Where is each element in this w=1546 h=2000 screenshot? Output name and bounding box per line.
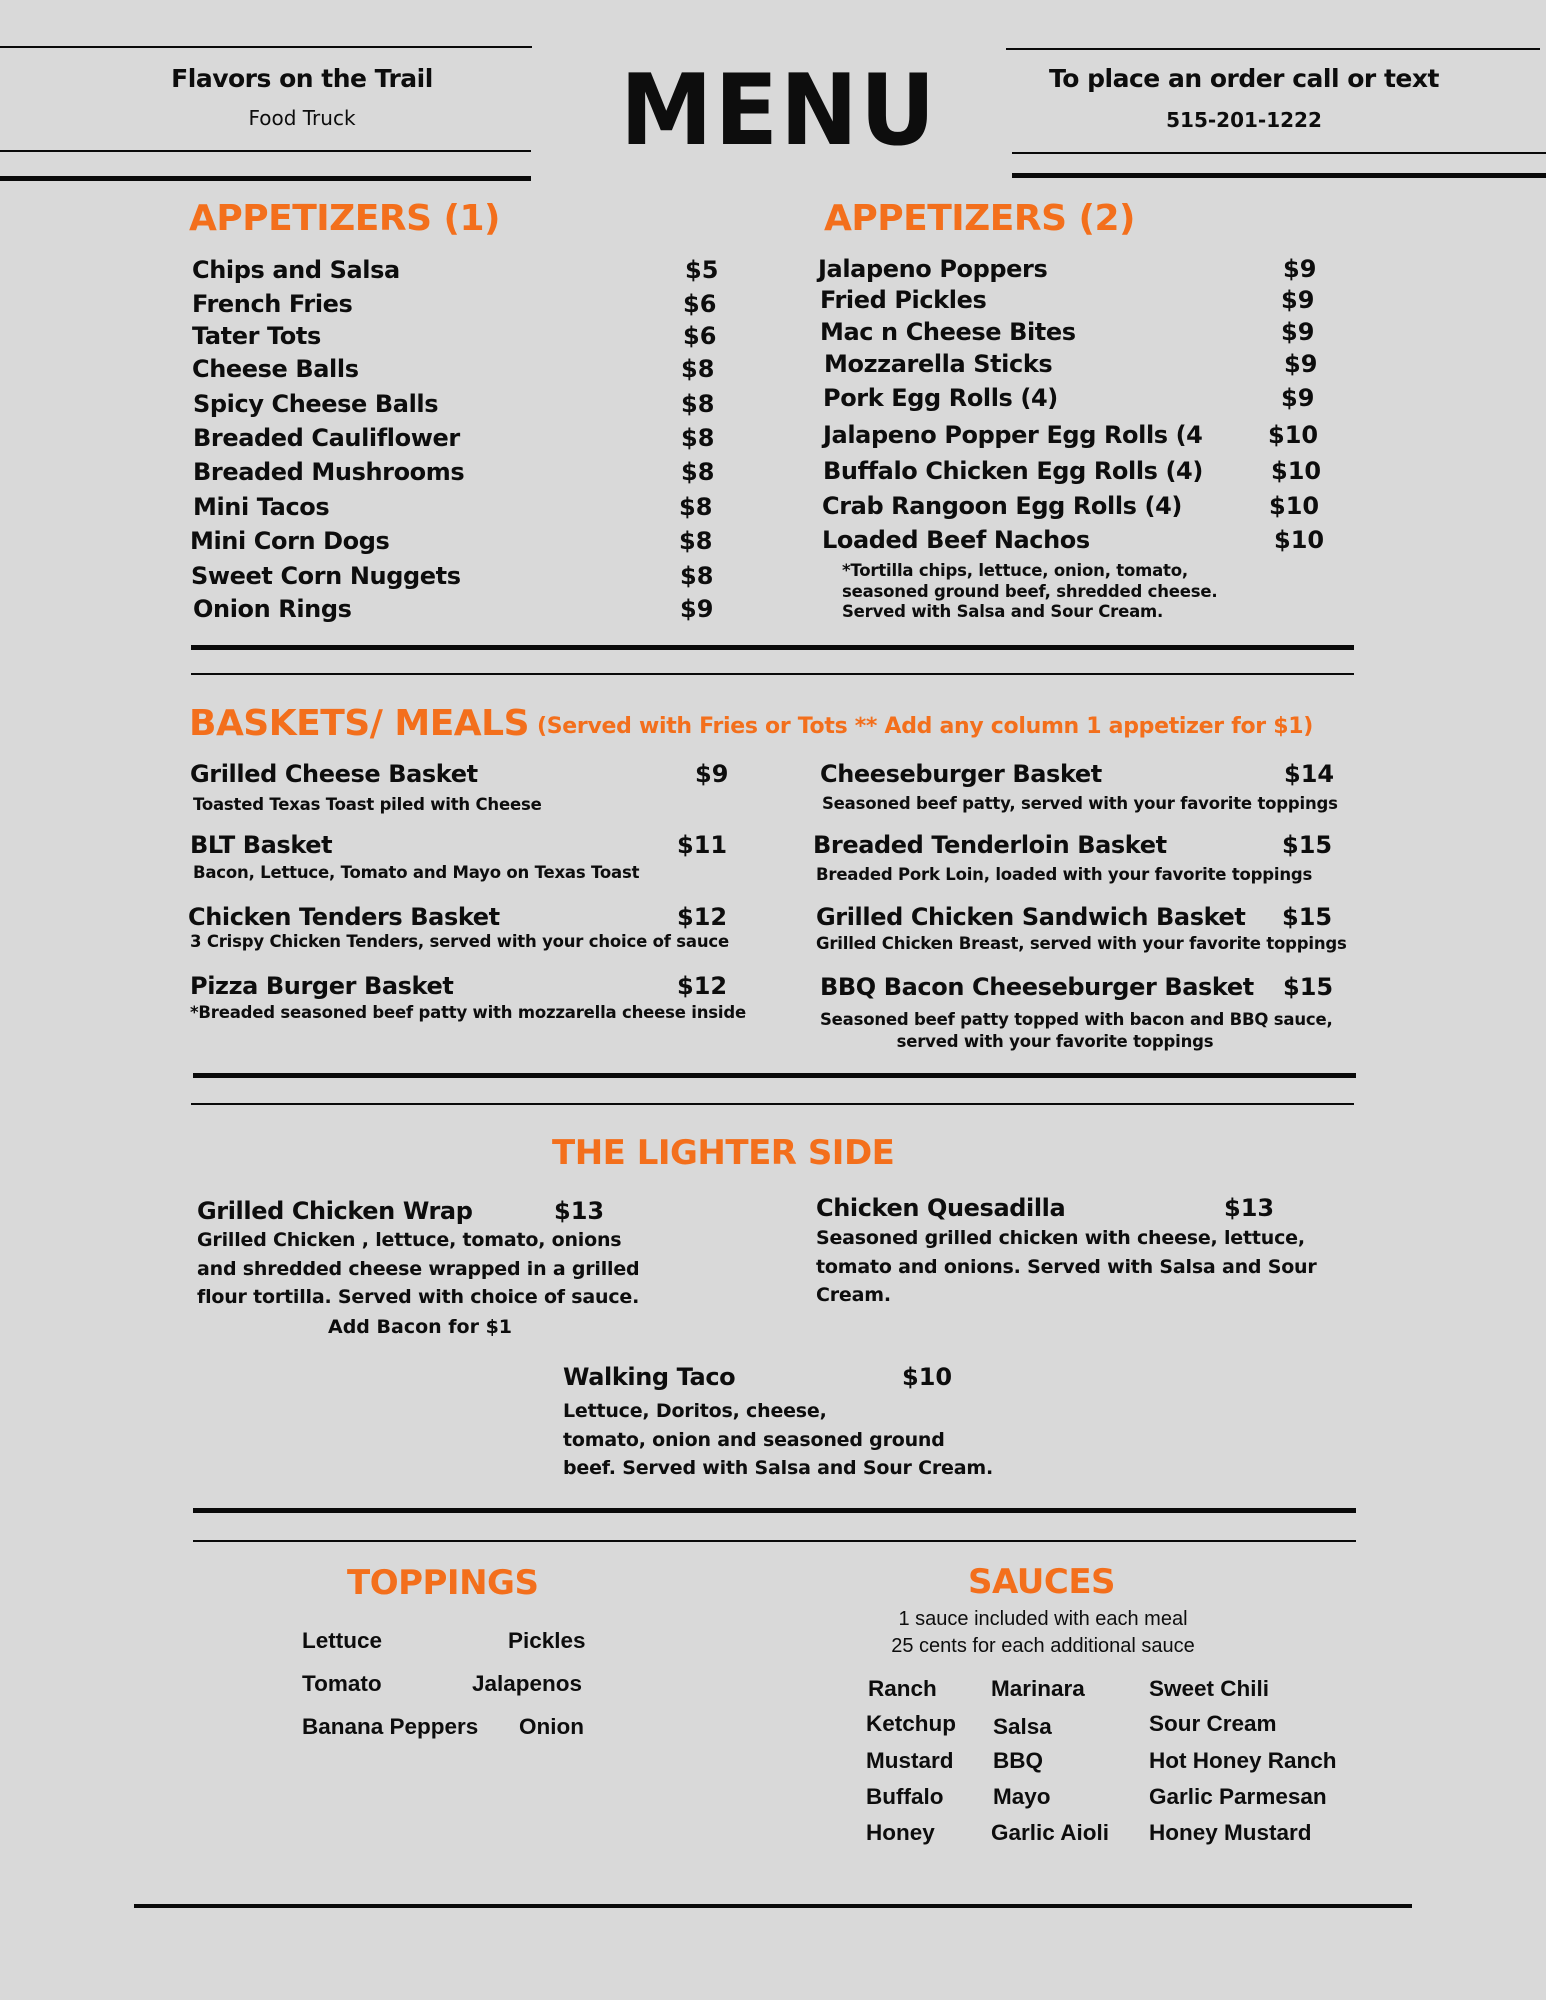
list-item: Spicy Cheese Balls — [193, 390, 439, 418]
footer-rule — [134, 1904, 1412, 1908]
item-description: Grilled Chicken , lettuce, tomato, onions and shredded cheese wrapped in a grilled flour tortilla. Served with choice of sauce. — [197, 1229, 640, 1308]
appetizers-2-title: APPETIZERS (2) — [824, 198, 1136, 239]
item-price: $9 — [680, 595, 714, 623]
list-item: Cheese Balls — [192, 355, 359, 383]
sauce-item: Salsa — [993, 1714, 1052, 1739]
sauce-item: Ketchup — [866, 1711, 956, 1736]
sauces-title: SAUCES — [968, 1562, 1116, 1602]
menu-title: MENU — [620, 54, 938, 168]
add-bacon-note: Add Bacon for $1 — [328, 1316, 513, 1338]
topping-item: Pickles — [508, 1628, 586, 1653]
header-left-top-rule — [0, 46, 532, 48]
sauce-note-2: 25 cents for each additional sauce — [891, 1635, 1195, 1657]
sauce-item: Honey Mustard — [1149, 1820, 1312, 1845]
list-item: BLT Basket — [190, 831, 333, 859]
section-thick-rule — [191, 645, 1354, 650]
business-type: Food Truck — [248, 106, 356, 130]
sauce-item: Mayo — [993, 1784, 1051, 1809]
item-price: $12 — [677, 903, 728, 931]
list-item: Jalapeno Popper Egg Rolls (4 — [823, 421, 1203, 449]
item-price: $8 — [681, 458, 715, 486]
list-item: BBQ Bacon Cheeseburger Basket — [820, 973, 1254, 1001]
item-price: $9 — [1281, 318, 1315, 346]
sauce-item: Garlic Aioli — [991, 1820, 1109, 1845]
item-price: $11 — [677, 831, 728, 859]
list-item: Breaded Mushrooms — [193, 458, 465, 486]
list-item: Grilled Cheese Basket — [190, 760, 478, 788]
list-item: Walking Taco — [563, 1363, 736, 1391]
list-item: Breaded Cauliflower — [193, 424, 460, 452]
item-price: $13 — [554, 1197, 605, 1225]
list-item: Mini Corn Dogs — [190, 527, 390, 555]
sauce-item: Honey — [866, 1820, 935, 1845]
item-description: Lettuce, Doritos, cheese, tomato, onion and seasoned ground beef. Served with Salsa and Sour Cream. — [563, 1400, 993, 1479]
item-price: $10 — [1271, 457, 1322, 485]
item-description: Breaded Pork Loin, loaded with your favorite toppings — [816, 865, 1313, 884]
topping-item: Jalapenos — [472, 1671, 583, 1696]
sauce-item: Mustard — [866, 1748, 954, 1773]
baskets-subtitle: (Served with Fries or Tots ** Add any column 1 appetizer for $1) — [537, 714, 1313, 739]
item-description: *Breaded seasoned beef patty with mozzarella cheese inside — [190, 1003, 746, 1022]
item-price: $14 — [1284, 760, 1335, 788]
list-item: Chips and Salsa — [192, 256, 400, 284]
item-price: $5 — [685, 256, 719, 284]
item-description: Seasoned grilled chicken with cheese, lettuce, tomato and onions. Served with Salsa and Sour Cream. — [816, 1227, 1317, 1306]
item-price: $8 — [679, 493, 713, 521]
list-item: Loaded Beef Nachos — [822, 526, 1090, 554]
item-price: $6 — [683, 322, 717, 350]
list-item: Grilled Chicken Sandwich Basket — [816, 903, 1246, 931]
item-price: $8 — [681, 390, 715, 418]
item-description: Seasoned beef patty, served with your favorite toppings — [822, 794, 1338, 813]
item-description: 3 Crispy Chicken Tenders, served with your choice of sauce — [190, 932, 729, 951]
item-description: Toasted Texas Toast piled with Cheese — [193, 795, 542, 814]
list-item: Tater Tots — [192, 322, 321, 350]
sauce-item: Sour Cream — [1149, 1711, 1277, 1736]
topping-item: Tomato — [302, 1671, 382, 1696]
sauce-item: Garlic Parmesan — [1149, 1784, 1327, 1809]
list-item: Crab Rangoon Egg Rolls (4) — [822, 492, 1182, 520]
item-price: $10 — [1268, 421, 1319, 449]
header-left-mid-rule — [0, 150, 531, 152]
item-price: $15 — [1282, 831, 1333, 859]
item-price: $6 — [683, 290, 717, 318]
sauce-item: Hot Honey Ranch — [1149, 1748, 1337, 1773]
toppings-title: TOPPINGS — [347, 1563, 539, 1603]
business-name: Flavors on the Trail — [171, 64, 433, 93]
sauce-item: Marinara — [991, 1676, 1085, 1701]
item-price: $15 — [1283, 973, 1334, 1001]
item-price: $8 — [681, 355, 715, 383]
section-thin-rule — [191, 673, 1354, 675]
item-price: $9 — [1281, 286, 1315, 314]
section-thin-rule — [191, 1103, 1354, 1105]
item-price: $12 — [677, 972, 728, 1000]
item-price: $8 — [680, 562, 714, 590]
list-item: Pizza Burger Basket — [190, 972, 454, 1000]
list-item: Buffalo Chicken Egg Rolls (4) — [823, 457, 1203, 485]
phone-number[interactable]: 515-201-1222 — [1166, 108, 1322, 132]
list-item: Mac n Cheese Bites — [820, 318, 1076, 346]
header-right-top-rule — [1006, 48, 1540, 50]
section-thin-rule — [193, 1540, 1356, 1542]
item-price: $9 — [1283, 255, 1317, 283]
lighter-side-title: THE LIGHTER SIDE — [552, 1133, 895, 1173]
list-item: Cheeseburger Basket — [820, 760, 1102, 788]
item-price: $15 — [1282, 903, 1333, 931]
list-item: Breaded Tenderloin Basket — [813, 831, 1167, 859]
topping-item: Lettuce — [302, 1628, 383, 1653]
list-item: French Fries — [192, 290, 353, 318]
item-price: $9 — [1281, 384, 1315, 412]
list-item: Grilled Chicken Wrap — [197, 1197, 473, 1225]
header-right-thick-rule — [1012, 173, 1546, 178]
item-description: Seasoned beef patty topped with bacon and BBQ sauce, served with your favorite toppings — [820, 1010, 1333, 1051]
list-item: Jalapeno Poppers — [818, 255, 1048, 283]
item-price: $10 — [902, 1363, 953, 1391]
sauce-item: Sweet Chili — [1149, 1676, 1270, 1701]
list-item: Mini Tacos — [193, 493, 330, 521]
baskets-title: BASKETS/ MEALS — [189, 703, 530, 744]
sauce-item: BBQ — [993, 1748, 1043, 1773]
nachos-description: *Tortilla chips, lettuce, onion, tomato, seasoned ground beef, shredded cheese. Served with Salsa and Sour Cream. — [842, 561, 1218, 621]
header-left-thick-rule — [0, 176, 531, 181]
sauce-note-1: 1 sauce included with each meal — [898, 1608, 1188, 1630]
item-price: $9 — [695, 760, 729, 788]
item-price: $13 — [1224, 1194, 1275, 1222]
list-item: Fried Pickles — [820, 286, 987, 314]
topping-item: Onion — [519, 1714, 584, 1739]
section-thick-rule — [193, 1073, 1356, 1078]
item-description: Bacon, Lettuce, Tomato and Mayo on Texas Toast — [193, 863, 640, 882]
sauce-item: Ranch — [868, 1676, 937, 1701]
topping-item: Banana Peppers — [302, 1714, 479, 1739]
list-item: Chicken Quesadilla — [816, 1194, 1066, 1222]
item-price: $9 — [1284, 350, 1318, 378]
item-price: $8 — [681, 424, 715, 452]
list-item: Onion Rings — [193, 595, 352, 623]
list-item: Mozzarella Sticks — [824, 350, 1053, 378]
section-thick-rule — [193, 1508, 1356, 1513]
sauce-item: Buffalo — [866, 1784, 944, 1809]
order-prompt: To place an order call or text — [1049, 64, 1439, 93]
list-item: Sweet Corn Nuggets — [191, 562, 461, 590]
header-right-mid-rule — [1012, 152, 1546, 154]
list-item: Pork Egg Rolls (4) — [823, 384, 1058, 412]
item-description: Grilled Chicken Breast, served with your favorite toppings — [816, 934, 1347, 953]
item-price: $10 — [1269, 492, 1320, 520]
list-item: Chicken Tenders Basket — [188, 903, 500, 931]
appetizers-1-title: APPETIZERS (1) — [189, 198, 501, 239]
item-price: $10 — [1274, 526, 1325, 554]
item-price: $8 — [679, 527, 713, 555]
